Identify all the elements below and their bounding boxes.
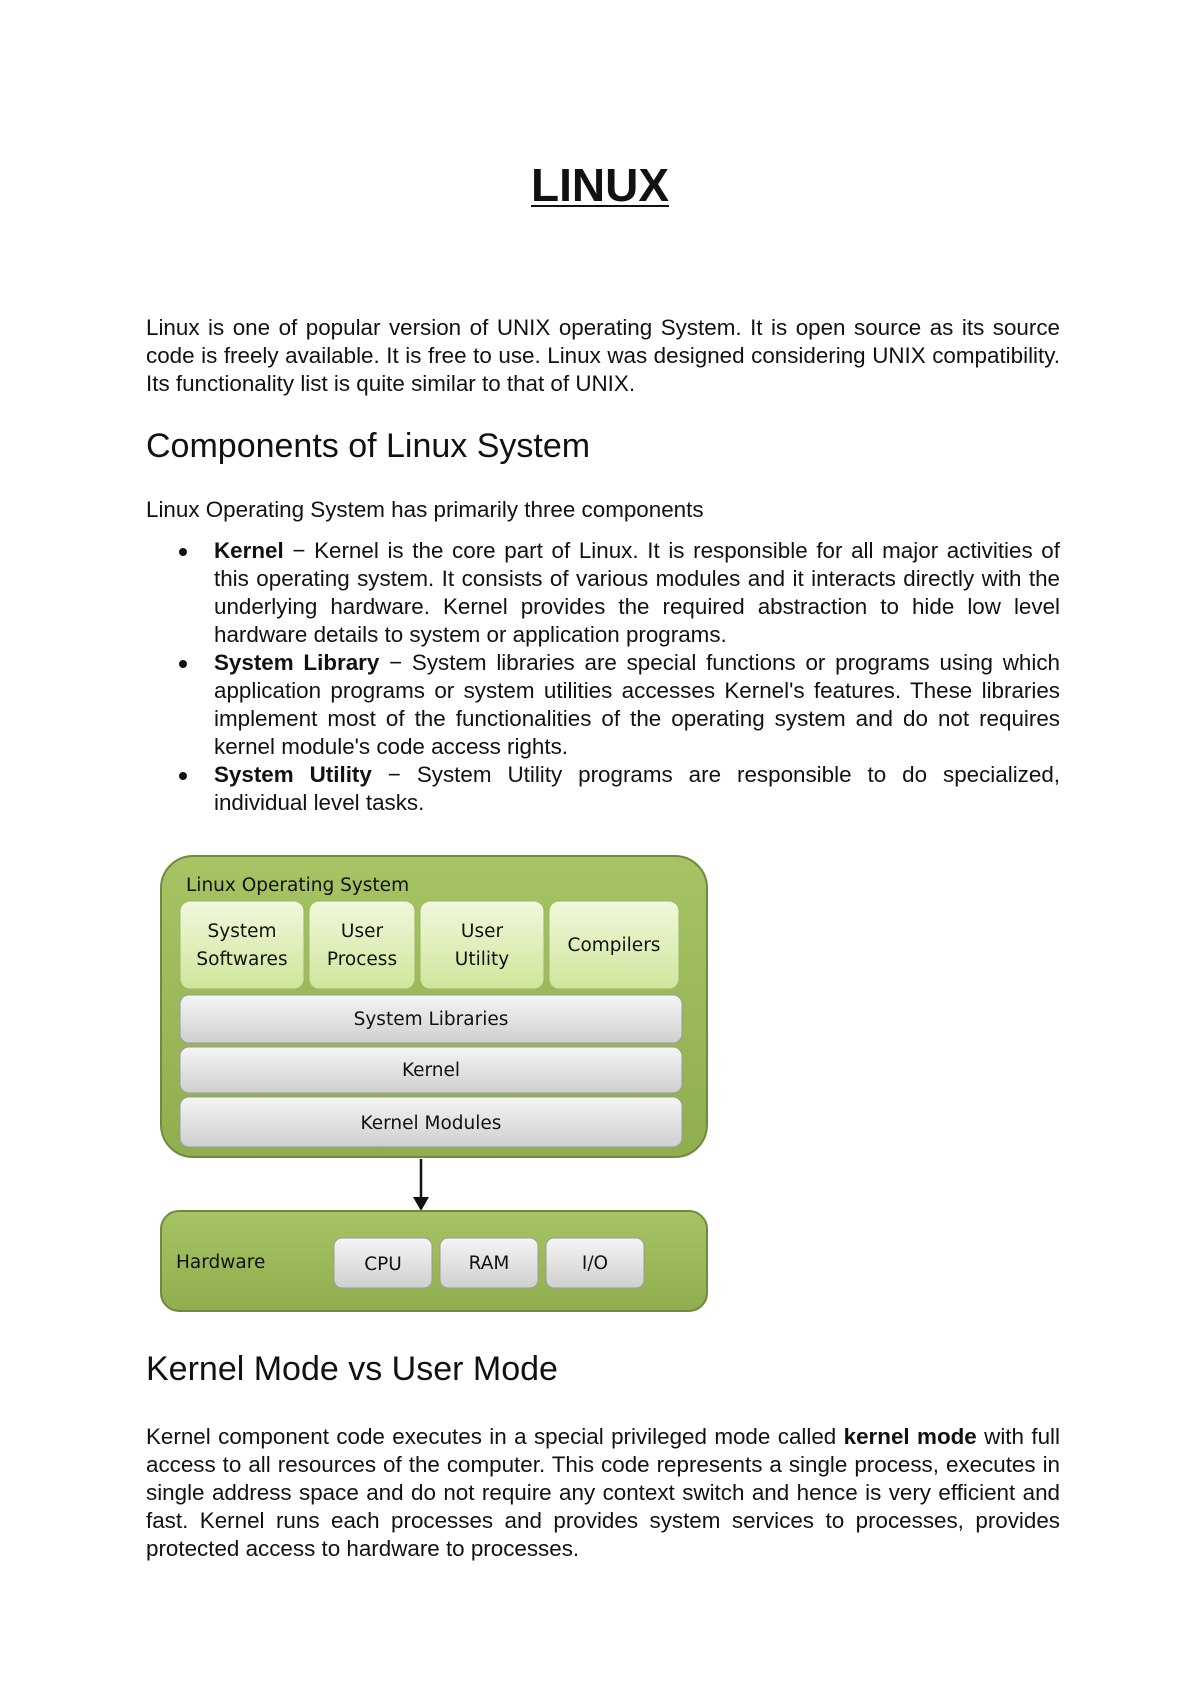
components-heading: Components of Linux System (146, 427, 591, 465)
modes-paragraph (146, 1423, 1060, 1563)
box-user-utility-line2: Utility (454, 949, 510, 970)
linux-architecture-diagram (158, 853, 718, 1313)
box-system-softwares (180, 901, 304, 989)
modes-heading: Kernel Mode vs User Mode (146, 1350, 558, 1388)
box-compilers-label: Compilers (567, 935, 661, 956)
box-user-process-line2: Process (326, 949, 398, 970)
components-list (146, 537, 1060, 817)
hardware-label: Hardware (176, 1252, 266, 1273)
modes-bold-term: kernel mode (843, 1424, 977, 1449)
term-system-utility: System Utility (214, 762, 372, 787)
box-system-softwares-line1: System (207, 921, 277, 942)
list-item-system-library (146, 649, 1060, 761)
hardware-io-label: I/O (581, 1253, 609, 1274)
term-kernel: Kernel (214, 538, 284, 563)
arrow-down-icon (413, 1197, 429, 1211)
bullet-icon (179, 660, 187, 668)
hardware-cpu-label: CPU (364, 1254, 402, 1275)
modes-text-after: with full access to all resources of the computer. This code represents a single process, executes in single address space and do not require any context switch and hence is very efficient and fast. Kernel runs each processes and provides system services to processes, provides protected access to hardware to processes. (146, 1424, 1060, 1561)
layer-kernel-modules-label: Kernel Modules (360, 1113, 502, 1134)
box-user-utility-line1: User (460, 921, 504, 942)
bullet-icon (179, 772, 187, 780)
intro-paragraph: Linux is one of popular version of UNIX operating System. It is open source as its source code is freely available. It is free to use. Linux was designed considering UNIX compatibility. Its functionality list is quite similar to that of UNIX. (146, 315, 1060, 396)
list-item-system-utility (146, 761, 1060, 817)
hardware-ram-label: RAM (468, 1253, 510, 1274)
list-item-kernel (146, 537, 1060, 649)
desc-system-utility: − System Utility programs are responsible to do specialized, individual level tasks. (214, 762, 1060, 815)
document-title: LINUX (531, 159, 669, 211)
box-user-utility (420, 901, 544, 989)
desc-system-library: − System libraries are special functions or programs using which application programs or system utilities accesses Kernel's features. These libraries implement most of the functionalities of the operating system and do not requires kernel module's code access rights. (214, 650, 1060, 759)
layer-system-libraries-label: System Libraries (353, 1009, 509, 1030)
term-system-library: System Library (214, 650, 380, 675)
bullet-icon (179, 548, 187, 556)
components-lead: Linux Operating System has primarily three components (146, 497, 704, 522)
layer-kernel-label: Kernel (401, 1060, 461, 1081)
box-system-softwares-line2: Softwares (196, 949, 288, 970)
box-user-process-line1: User (340, 921, 384, 942)
box-user-process (309, 901, 415, 989)
os-label: Linux Operating System (186, 875, 410, 896)
modes-text-before: Kernel component code executes in a special privileged mode called (146, 1424, 844, 1449)
desc-kernel: − Kernel is the core part of Linux. It is responsible for all major activities of this operating system. It consists of various modules and it interacts directly with the underlying hardware. Kernel provides the required abstraction to hide low level hardware details to system or application programs. (214, 538, 1060, 647)
